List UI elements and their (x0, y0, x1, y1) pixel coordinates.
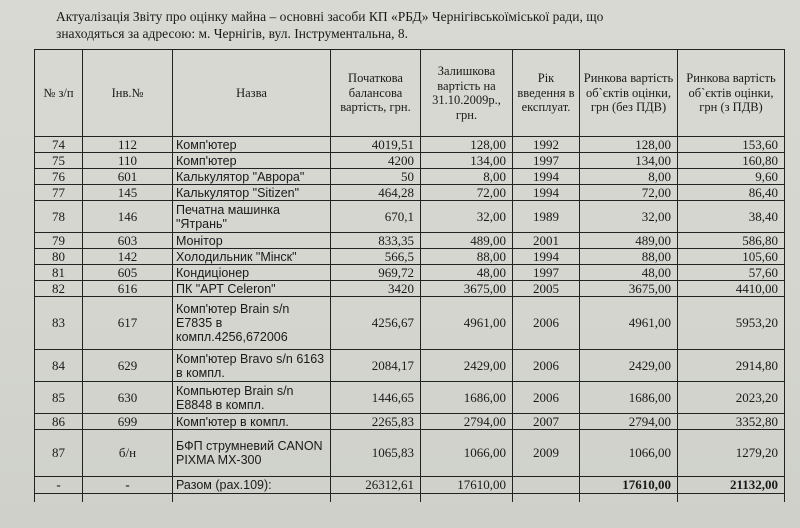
cell-inv: 112 (83, 137, 173, 153)
col-header-market-vat: Ринкова вартість об`єктів оцінки, грн (з ПДВ) (678, 50, 785, 137)
cell-year: 1994 (513, 249, 580, 265)
cell-market-no-vat: 48,00 (580, 265, 678, 281)
cell-market-no-vat: 1066,00 (580, 430, 678, 477)
col-header-name: Назва (173, 50, 331, 137)
cell-year: 1997 (513, 153, 580, 169)
cell-name: Комп'ютер в компл. (173, 414, 331, 430)
cell-year: 1989 (513, 201, 580, 233)
col-header-initial: Початкова балансова вартість, грн. (331, 50, 421, 137)
cell-initial: 2265,83 (331, 414, 421, 430)
table-row (35, 382, 785, 414)
cell-market-vat: 5953,20 (678, 297, 785, 350)
table-row (35, 297, 785, 350)
cell-market-vat: 86,40 (678, 185, 785, 201)
document-heading (56, 8, 786, 42)
col-header-year: Рік введення в експлуат. (513, 50, 580, 137)
cell-market-vat: 1279,20 (678, 430, 785, 477)
cell-num: 85 (35, 382, 83, 414)
cell-market-vat: 57,60 (678, 265, 785, 281)
cell-market-no-vat: 489,00 (580, 233, 678, 249)
cell-name: Комп'ютер (173, 153, 331, 169)
cell-inv: 630 (83, 382, 173, 414)
cell-num: 79 (35, 233, 83, 249)
cut-cell (35, 494, 83, 503)
cell-initial: 4256,67 (331, 297, 421, 350)
table-row (35, 185, 785, 201)
cell-inv: б/н (83, 430, 173, 477)
table-row (35, 169, 785, 185)
cell-residual: 2794,00 (421, 414, 513, 430)
cell-market-no-vat: 1686,00 (580, 382, 678, 414)
cell-market-vat: 3352,80 (678, 414, 785, 430)
cell-market-vat: 153,60 (678, 137, 785, 153)
col-header-inv: Інв.№ (83, 50, 173, 137)
cut-cell (173, 494, 331, 503)
cell-residual: 88,00 (421, 249, 513, 265)
cell-num: 86 (35, 414, 83, 430)
cell-num: 77 (35, 185, 83, 201)
table-row (35, 281, 785, 297)
cell-name: Кондиціонер (173, 265, 331, 281)
cell-name: ПК "АРТ Celeron" (173, 281, 331, 297)
cell-initial: 670,1 (331, 201, 421, 233)
cell-residual: 489,00 (421, 233, 513, 249)
cell-market-no-vat: 88,00 (580, 249, 678, 265)
cell-market-no-vat: 72,00 (580, 185, 678, 201)
total-inv: - (83, 477, 173, 494)
cell-market-vat: 38,40 (678, 201, 785, 233)
cell-inv: 617 (83, 297, 173, 350)
cut-cell (331, 494, 421, 503)
cell-inv: 145 (83, 185, 173, 201)
cell-initial: 969,72 (331, 265, 421, 281)
cell-num: 87 (35, 430, 83, 477)
heading-line-1: Актуалізація Звіту про оцінку майна – основні засоби КП «РБД» Чернігівськоїміської ради, що (56, 9, 604, 24)
cell-inv: 603 (83, 233, 173, 249)
cell-market-vat: 105,60 (678, 249, 785, 265)
cell-name: Комп'ютер Bravo s/n 6163 в компл. (173, 350, 331, 382)
cut-cell (83, 494, 173, 503)
table-row (35, 137, 785, 153)
table-row (35, 414, 785, 430)
cell-residual: 2429,00 (421, 350, 513, 382)
table-row (35, 153, 785, 169)
table-total-row (35, 477, 785, 494)
assets-table (34, 49, 785, 502)
cell-year: 1994 (513, 169, 580, 185)
cell-residual: 1686,00 (421, 382, 513, 414)
cell-residual: 4961,00 (421, 297, 513, 350)
cell-market-vat: 586,80 (678, 233, 785, 249)
cell-market-no-vat: 2794,00 (580, 414, 678, 430)
table-row (35, 265, 785, 281)
cell-residual: 134,00 (421, 153, 513, 169)
table-row (35, 249, 785, 265)
cell-num: 82 (35, 281, 83, 297)
table-row (35, 201, 785, 233)
cut-cell (513, 494, 580, 503)
cell-inv: 146 (83, 201, 173, 233)
table-header-row (35, 50, 785, 137)
cell-initial: 566,5 (331, 249, 421, 265)
cell-market-no-vat: 128,00 (580, 137, 678, 153)
cell-inv: 629 (83, 350, 173, 382)
cell-inv: 699 (83, 414, 173, 430)
cell-year: 2009 (513, 430, 580, 477)
cell-initial: 2084,17 (331, 350, 421, 382)
cell-name: Монітор (173, 233, 331, 249)
cell-num: 76 (35, 169, 83, 185)
cell-num: 83 (35, 297, 83, 350)
cell-year: 2006 (513, 350, 580, 382)
cell-initial: 1446,65 (331, 382, 421, 414)
total-num: - (35, 477, 83, 494)
cell-name: Холодильник "Мінск" (173, 249, 331, 265)
table-row (35, 233, 785, 249)
cell-initial: 1065,83 (331, 430, 421, 477)
cell-initial: 3420 (331, 281, 421, 297)
cell-year: 2006 (513, 382, 580, 414)
cut-cell (678, 494, 785, 503)
cell-num: 78 (35, 201, 83, 233)
cell-market-no-vat: 2429,00 (580, 350, 678, 382)
cell-market-vat: 160,80 (678, 153, 785, 169)
cell-inv: 110 (83, 153, 173, 169)
total-market-no-vat: 17610,00 (580, 477, 678, 494)
cell-residual: 128,00 (421, 137, 513, 153)
cell-name: Печатна машинка "Ятрань" (173, 201, 331, 233)
cell-market-no-vat: 8,00 (580, 169, 678, 185)
cell-residual: 8,00 (421, 169, 513, 185)
col-header-residual: Залишкова вартість на 31.10.2009р., грн. (421, 50, 513, 137)
cell-inv: 601 (83, 169, 173, 185)
cell-inv: 605 (83, 265, 173, 281)
total-market-vat: 21132,00 (678, 477, 785, 494)
cell-num: 75 (35, 153, 83, 169)
heading-line-2: знаходяться за адресою: м. Чернігів, вул. Інструментальна, 8. (56, 26, 409, 41)
cell-residual: 1066,00 (421, 430, 513, 477)
table-row (35, 430, 785, 477)
cell-year: 1992 (513, 137, 580, 153)
table-row (35, 350, 785, 382)
table-row-cut-off (35, 494, 785, 503)
cell-market-no-vat: 134,00 (580, 153, 678, 169)
cell-num: 84 (35, 350, 83, 382)
cell-market-vat: 9,60 (678, 169, 785, 185)
cell-initial: 50 (331, 169, 421, 185)
cell-initial: 833,35 (331, 233, 421, 249)
cell-initial: 4200 (331, 153, 421, 169)
cell-year: 1997 (513, 265, 580, 281)
cell-year: 2006 (513, 297, 580, 350)
cut-cell (421, 494, 513, 503)
col-header-num: № з/п (35, 50, 83, 137)
cell-initial: 4019,51 (331, 137, 421, 153)
cell-name: Комп'ютер (173, 137, 331, 153)
cell-name: БФП струмневий CANON PIXMA MX-300 (173, 430, 331, 477)
cell-name: Калькулятор "Sitizen" (173, 185, 331, 201)
cell-name: Компьютер Brain s/n E8848 в компл. (173, 382, 331, 414)
cell-market-no-vat: 4961,00 (580, 297, 678, 350)
total-residual: 17610,00 (421, 477, 513, 494)
cell-name: Комп'ютер Brain s/n E7835 в компл.4256,672006 (173, 297, 331, 350)
col-header-market-no-vat: Ринкова вартість об`єктів оцінки, грн (без ПДВ) (580, 50, 678, 137)
cell-name: Калькулятор "Аврора" (173, 169, 331, 185)
cell-inv: 142 (83, 249, 173, 265)
cell-num: 81 (35, 265, 83, 281)
total-year (513, 477, 580, 494)
cell-market-no-vat: 32,00 (580, 201, 678, 233)
cell-initial: 464,28 (331, 185, 421, 201)
cell-residual: 48,00 (421, 265, 513, 281)
cut-cell (580, 494, 678, 503)
cell-market-vat: 2023,20 (678, 382, 785, 414)
cell-year: 2001 (513, 233, 580, 249)
total-label: Разом (рах.109): (173, 477, 331, 494)
cell-market-no-vat: 3675,00 (580, 281, 678, 297)
cell-year: 1994 (513, 185, 580, 201)
cell-inv: 616 (83, 281, 173, 297)
cell-year: 2005 (513, 281, 580, 297)
cell-num: 74 (35, 137, 83, 153)
total-initial: 26312,61 (331, 477, 421, 494)
cell-market-vat: 2914,80 (678, 350, 785, 382)
cell-residual: 72,00 (421, 185, 513, 201)
cell-residual: 3675,00 (421, 281, 513, 297)
cell-year: 2007 (513, 414, 580, 430)
cell-market-vat: 4410,00 (678, 281, 785, 297)
cell-residual: 32,00 (421, 201, 513, 233)
cell-num: 80 (35, 249, 83, 265)
